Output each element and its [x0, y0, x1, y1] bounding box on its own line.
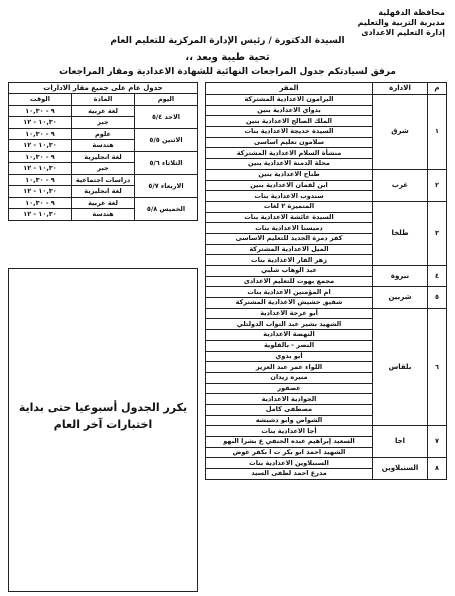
subject-cell: هندسة [72, 209, 135, 221]
col-header-administration: الادارة [373, 83, 428, 95]
subject-cell: لغة انجليزية [72, 151, 135, 163]
venue-cell: الشواص وابو دشيشه [206, 415, 373, 426]
group-number: ١ [428, 95, 447, 170]
table-row [9, 105, 198, 117]
time-cell: ١٠,٣٠ - ١٢ [9, 186, 72, 198]
note-box [8, 268, 198, 592]
time-cell: ٩ - ١٠,٣٠ [9, 128, 72, 140]
venue-cell: النصر - بالقلوية [206, 340, 373, 351]
day-cell: الاحد ٥/٤ [135, 105, 198, 128]
group-number: ٧ [428, 426, 447, 458]
venue-cell: الشهيد بشير عبد التواب الدولتلي [206, 319, 373, 330]
time-cell: ١٠,٣٠ - ١٢ [9, 163, 72, 175]
schedule-caption: جدول عام على جميع مقار الادارات [9, 83, 198, 94]
addressee-title: السيدة الدكتورة / رئيس الإدارة المركزية للتعليم العام [110, 36, 345, 46]
table-row [206, 426, 447, 437]
venue-cell: السيدة عائشة الاعدادية بنات [206, 212, 373, 223]
venue-cell: سلامون تعليم اساسى [206, 137, 373, 148]
table-row [206, 169, 447, 180]
subject-cell: هندسة [72, 140, 135, 152]
venues-table [205, 82, 447, 480]
administration-name: اجا [373, 426, 428, 458]
repeat-note-line1: يكرر الجدول أسبوعيا حتى بداية [18, 401, 188, 414]
letterhead [325, 8, 445, 38]
administration-name: غرب [373, 169, 428, 201]
time-cell: ٩ - ١٠,٣٠ [9, 105, 72, 117]
venue-cell: مجمع بهوت للتعليم الاعدادى [206, 276, 373, 287]
subject-cell: لغة عربية [72, 197, 135, 209]
governorate-line: محافظة الدقهلية [378, 8, 445, 17]
table-row [206, 201, 447, 212]
venue-cell: مدرع احمد لطفى السيد [206, 469, 373, 480]
group-number: ٣ [428, 201, 447, 265]
greeting: تحية طيبة وبعد ،، [185, 52, 270, 63]
directorate-line: مديرية التربية والتعليم [357, 18, 445, 27]
venue-cell: المتميزة ٢ لغات [206, 201, 373, 212]
venue-cell: الشهيد احمد ابو بكر ت ا بكفر عوض [206, 447, 373, 458]
time-cell: ١٠,٣٠ - ١٢ [9, 140, 72, 152]
venue-cell: ام المؤمنين الاعدادية بنات [206, 287, 373, 298]
table-row [206, 458, 447, 469]
administration-name: السنبلاوين [373, 458, 428, 479]
venue-cell: الجوادية الاعدادية [206, 394, 373, 405]
venue-cell: اللواء عمر عبد العزيز [206, 362, 373, 373]
venue-cell: أجا الاعدادية بنات [206, 426, 373, 437]
venue-cell: منشأة السلام الاعدادية المشتركة [206, 148, 373, 159]
venue-cell: البرامون الاعدادية المشتركة [206, 95, 373, 106]
venue-cell: الميل الاعدادية المشتركة [206, 244, 373, 255]
administration-name: نبروة [373, 266, 428, 287]
day-cell: الاربعاء ٥/٧ [135, 174, 198, 197]
subject-cell: دراسات اجتماعية [72, 174, 135, 186]
col-header-time: الوقت [9, 94, 72, 106]
table-row [9, 128, 198, 140]
venue-cell: محلة الدمنة الاعدادية بنين [206, 159, 373, 170]
venue-cell: مصطفى كامل [206, 404, 373, 415]
repeat-note [9, 399, 197, 433]
subject-cell: لغة انجليزية [72, 186, 135, 198]
venue-cell: سندوب الاعدادية بنات [206, 191, 373, 202]
col-header-subject: المادة [72, 94, 135, 106]
venue-cell: الملك الصالح الاعدادية بنين [206, 116, 373, 127]
venue-cell: عبد الوهاب شلبي [206, 266, 373, 277]
venue-cell: أبو عرجة الاعدادية [206, 308, 373, 319]
administration-name: طلخا [373, 201, 428, 265]
group-number: ٥ [428, 287, 447, 308]
table-row [9, 174, 198, 186]
administration-line: إدارة التعليم الاعدادى [361, 28, 445, 37]
venue-cell: أبو بدوي [206, 351, 373, 362]
venue-cell: السعيد إبراهيم عبده الحنفي ع بشرا البهو [206, 437, 373, 448]
col-header-venue: المقر [206, 83, 373, 95]
col-header-day: اليوم [135, 94, 198, 106]
table-row [206, 266, 447, 277]
group-number: ٦ [428, 308, 447, 426]
venue-cell: كفر دمرة الجديد للتعليم الاساسى [206, 233, 373, 244]
table-row [206, 95, 447, 106]
subject-cell: لغة عربية [72, 105, 135, 117]
administration-name: شرق [373, 95, 428, 170]
attachment-description: مرفق لسيادتكم جدول المراجعات النهائية للشهادة الاعدادية ومقار المراجعات [59, 67, 396, 77]
day-cell: الثلاثاء ٥/٦ [135, 151, 198, 174]
repeat-note-line2: اختبارات آخر العام [53, 418, 153, 431]
group-number: ٤ [428, 266, 447, 287]
venue-cell: منيره زيدان [206, 372, 373, 383]
administration-name: بلقاس [373, 308, 428, 426]
group-number: ٨ [428, 458, 447, 479]
venue-cell: دميسنا الاعدادية بنات [206, 223, 373, 234]
subject-cell: جبر [72, 163, 135, 175]
time-cell: ٩ - ١٠,٣٠ [9, 174, 72, 186]
venue-cell: النهضة الاعدادية [206, 330, 373, 341]
venue-cell: طناح الاعدادية بنين [206, 169, 373, 180]
venue-cell: ابن لقمان الاعدادية بنين [206, 180, 373, 191]
venue-cell: زهر الفار الاعدادية بنات [206, 255, 373, 266]
venue-cell: السنبلاوين الاعدادية بنات [206, 458, 373, 469]
group-number: ٢ [428, 169, 447, 201]
venue-cell: السيدة خديجة الاعدادية بنات [206, 127, 373, 138]
venue-cell: بدواي الاعدادية بنين [206, 105, 373, 116]
day-cell: الاثنين ٥/٥ [135, 128, 198, 151]
subject-cell: علوم [72, 128, 135, 140]
venue-cell: شفيق حشيش الاعدادية المشتركة [206, 298, 373, 309]
time-cell: ٩ - ١٠,٣٠ [9, 151, 72, 163]
table-row [9, 197, 198, 209]
col-header-number: م [428, 83, 447, 95]
time-cell: ١٠,٣٠ - ١٢ [9, 209, 72, 221]
table-row [206, 308, 447, 319]
schedule-table [8, 82, 198, 221]
time-cell: ١٠,٣٠ - ١٢ [9, 117, 72, 129]
time-cell: ٩ - ١٠,٣٠ [9, 197, 72, 209]
day-cell: الخميس ٥/٨ [135, 197, 198, 220]
administration-name: شربين [373, 287, 428, 308]
table-row [206, 287, 447, 298]
subject-cell: جبر [72, 117, 135, 129]
table-row [9, 151, 198, 163]
venue-cell: عصفور [206, 383, 373, 394]
